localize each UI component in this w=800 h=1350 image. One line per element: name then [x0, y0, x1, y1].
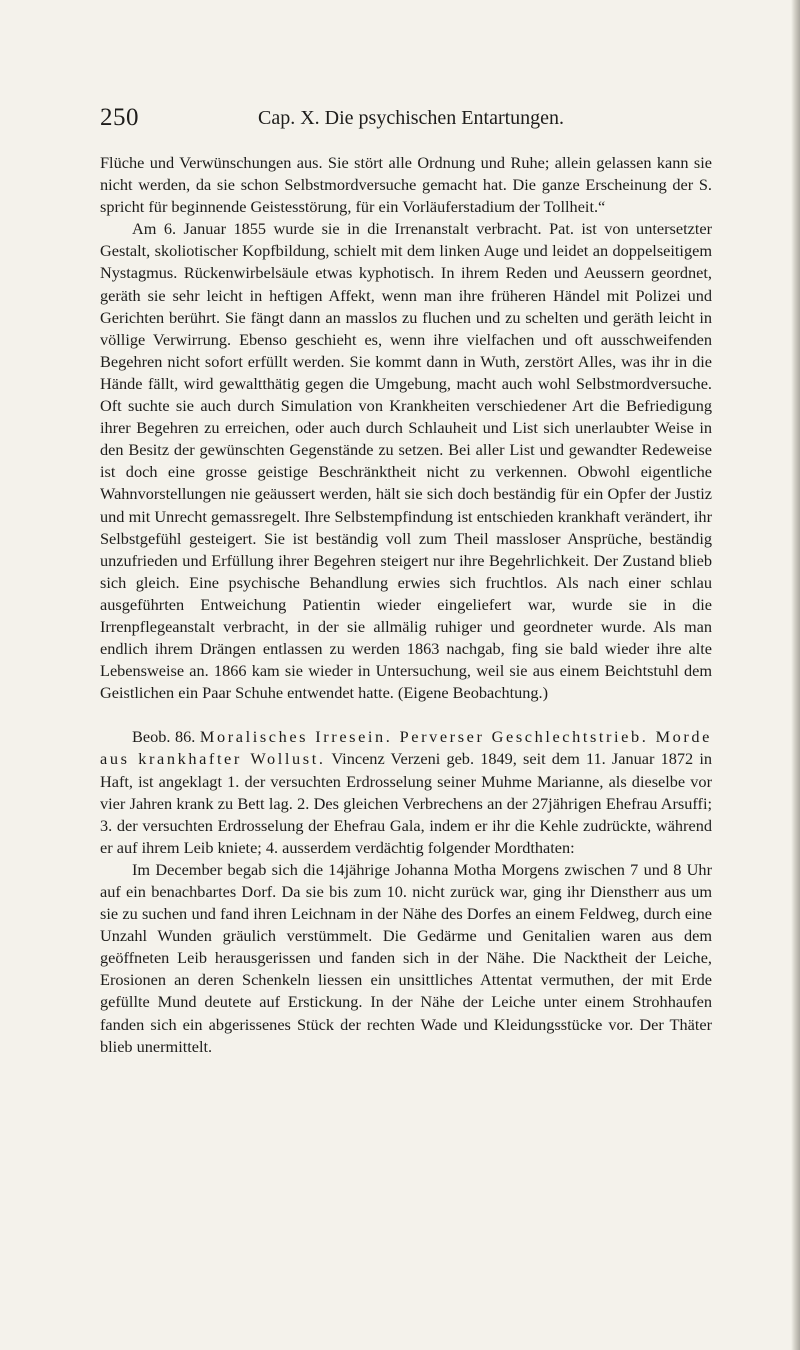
page-edge-shadow — [791, 0, 800, 1350]
body-text — [100, 152, 712, 1058]
paragraph-observation-86 — [100, 726, 712, 859]
paragraph-case-history: Am 6. Januar 1855 wurde sie in die Irrenanstalt verbracht. Pat. ist von untersetzter Gestalt, skoliotischer Kopfbildung, schielt mit dem linken Auge und leidet an doppelseitigem Nystagmus. Rückenwirbelsäule etwas kyphotisch. In ihrem Reden und Aeussern geordnet, geräth sie sehr leicht in heftigen Affekt, wenn man ihre früheren Händel mit Polizei und Gerichten berührt. Sie fängt dann an masslos zu fluchen und zu schelten und geräth leicht in völlige Verwirrung. Ebenso geschieht es, wenn ihre vielfachen und oft ausschweifenden Begehren nicht sofort erfüllt werden. Sie kommt dann in Wuth, zerstört Alles, was ihr in die Hände fällt, wird gewaltthätig gegen die Umgebung, macht auch wohl Selbstmordversuche. Oft suchte sie auch durch Simulation von Krankheiten verschiedener Art die Befriedigung ihrer Begehren zu erreichen, oder auch durch Schlauheit und List sich unerlaubter Weise in den Besitz der gewünschten Gegenstände zu setzen. Bei aller List und gewandter Redeweise ist doch eine grosse geistige Beschränktheit nicht zu verkennen. Obwohl eigentliche Wahnvorstellungen nie geäussert werden, hält sie sich doch beständig für ein Opfer der Justiz und mit Unrecht gemassregelt. Ihre Selbstempfindung ist entschieden krankhaft verändert, ihr Selbstgefühl gesteigert. Sie ist beständig voll zum Theil massloser Ansprüche, beständig unzufrieden und Erfüllung ihrer Begehren steigert nur ihre Begehrlichkeit. Der Zustand blieb sich gleich. Eine psychische Behandlung erwies sich fruchtlos. Als nach einer schlau ausgeführten Entweichung Patientin wieder eingeliefert war, wurde sie in die Irrenpflegeanstalt verbracht, in der sie allmälig ruhiger und geordneter wurde. Als man endlich ihrem Drängen entlassen zu werden 1863 nachgab, fing sie bald wieder ihre alte Lebensweise an. 1866 kam sie wieder in Untersuchung, weil sie aus einem Beichtstuhl dem Geistlichen ein Paar Schuhe entwendet hatte. (Eigene Beobachtung.) — [100, 219, 712, 703]
running-head: Cap. X. Die psychischen Entartungen. — [258, 107, 565, 129]
page-number: 250 — [100, 104, 139, 131]
observation-title: Moralisches Irresein. Perverser Geschlechtstrieb. Morde aus krankhafter Wollust. — [100, 727, 712, 769]
paragraph-murder-account: Im December begab sich die 14jährige Johanna Motha Morgens zwischen 7 und 8 Uhr auf ein benachbartes Dorf. Da sie bis zum 10. nicht zurück war, ging ihr Dienstherr aus um sie zu suchen und fand ihren Leichnam in der Nähe des Dorfes an einem Feldweg, durch eine Unzahl Wunden gräulich verstümmelt. Die Gedärme und Genitalien waren aus dem geöffneten Leib herausgerissen und fanden sich in der Nähe. Die Nacktheit der Leiche, Erosionen an deren Schenkeln liessen ein unsittliches Attentat vermuthen, der mit Erde gefüllte Mund deutete auf Erstickung. In der Nähe der Leiche unter einem Strohhaufen fanden sich ein abgerissenes Stück der rechten Wade und Kleidungsstücke vor. Der Thäter blieb unermittelt. — [100, 859, 712, 1056]
paragraph-continuation: Flüche und Verwünschungen aus. Sie stört alle Ordnung und Ruhe; allein gelassen kann sie nicht werden, da sie schon Selbstmordversuche gemacht hat. Die ganze Erscheinung der S. spricht für beginnende Geistesstörung, für ein Vorläuferstadium der Tollheit.“ — [100, 153, 712, 217]
observation-number: Beob. 86. — [132, 727, 196, 747]
page-header — [100, 103, 720, 133]
observation-text: Vincenz Verzeni geb. 1849, seit dem 11. Januar 1872 in Haft, ist angeklagt 1. der versuchten Erdrosselung seiner Muhme Marianne, als dieselbe vor vier Jahren krank zu Bett lag. 2. Des gleichen Verbrechens an der 27jährigen Ehefrau Arsuffi; 3. der versuchten Erdrosselung der Ehefrau Gala, indem er ihr die Kehle zudrückte, während er auf ihrem Leib kniete; 4. ausserdem verdächtig folgender Mordthaten: — [100, 749, 712, 857]
